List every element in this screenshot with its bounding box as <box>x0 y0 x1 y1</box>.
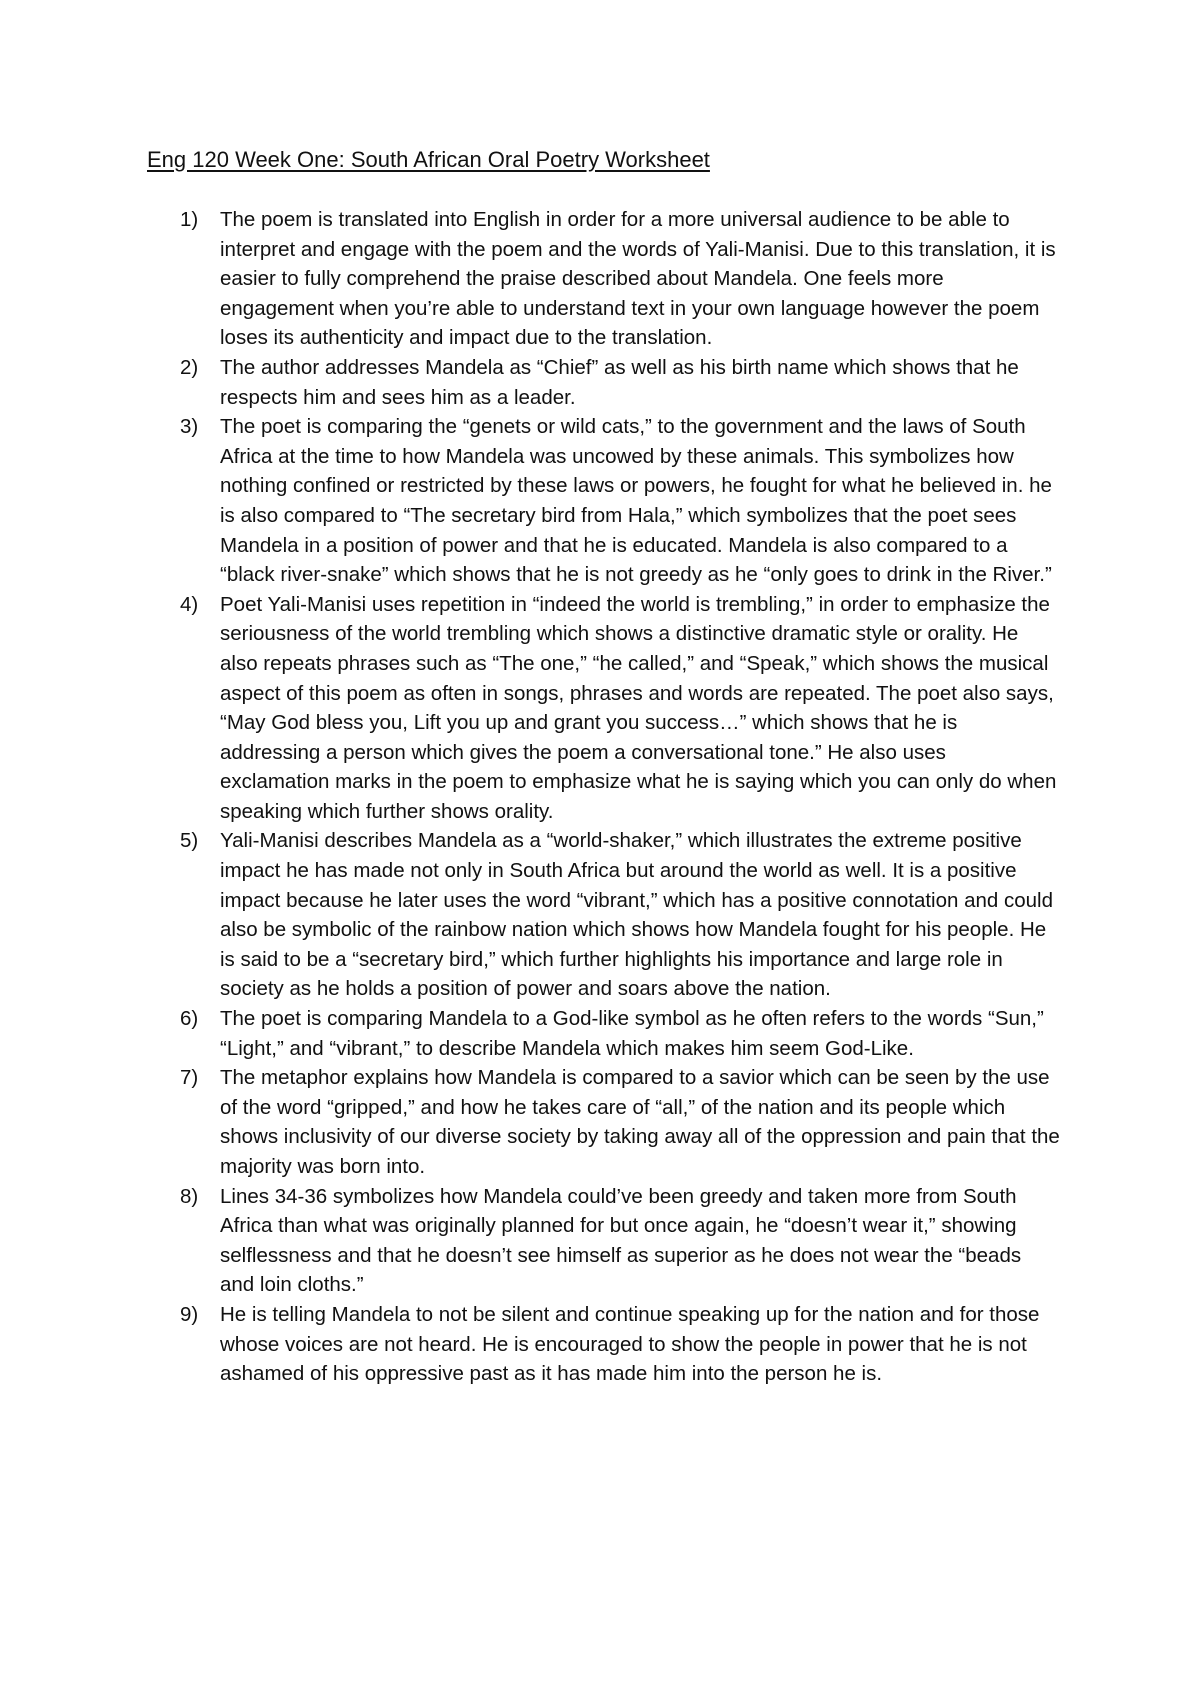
answer-text: The author addresses Mandela as “Chief” as well as his birth name which shows that he respects him and sees him as a leader. <box>220 355 1019 409</box>
answer-number: 3) <box>180 415 199 439</box>
answer-item-8 <box>180 1182 1060 1300</box>
answer-item-4 <box>180 590 1060 827</box>
answer-item-6 <box>180 1004 1060 1063</box>
answer-number: 7) <box>180 1066 199 1090</box>
answer-item-7 <box>180 1063 1060 1181</box>
answer-item-5 <box>180 826 1060 1004</box>
answer-number: 9) <box>180 1302 199 1326</box>
answer-text: Yali-Manisi describes Mandela as a “world-shaker,” which illustrates the extreme positive impact he has made not only in South Africa but around the world as well. It is a positive impact because he later uses the word “vibrant,” which has a positive connotation and could also be symbolic of the rainbow nation which shows how Mandela fought for his people. He is said to be a “secretary bird,” which further highlights his importance and large role in society as he holds a position of power and soars above the nation. <box>220 829 1054 1001</box>
answer-number: 5) <box>180 829 199 853</box>
answer-item-9 <box>180 1300 1060 1389</box>
answer-text: Poet Yali-Manisi uses repetition in “indeed the world is trembling,” in order to emphasize the seriousness of the world trembling which shows a distinctive dramatic style or orality. He also repeats phrases such as “The one,” “he called,” and “Speak,” which shows the musical aspect of this poem as often in songs, phrases and words are repeated. The poet also says, “May God bless you, Lift you up and grant you success…” which shows that he is addressing a person which gives the poem a conversational tone.” He also uses exclamation marks in the poem to emphasize what he is saying which you can only do when speaking which further shows orality. <box>220 592 1057 823</box>
answer-text: The poet is comparing the “genets or wild cats,” to the government and the laws of South Africa at the time to how Mandela was uncowed by these animals. This symbolizes how nothing confined or restricted by these laws or powers, he fought for what he believed in. he is also compared to “The secretary bird from Hala,” which symbolizes that the poet sees Mandela in a position of power and that he is educated. Mandela is also compared to a “black river-snake” which shows that he is not greedy as he “only goes to drink in the River.” <box>220 415 1052 587</box>
answer-item-3 <box>180 412 1060 590</box>
answer-item-1 <box>180 205 1060 353</box>
answer-text: The poet is comparing Mandela to a God-like symbol as he often refers to the words “Sun,” “Light,” and “vibrant,” to describe Mandela which makes him seem God-Like. <box>220 1007 1044 1060</box>
answer-number: 6) <box>180 1007 199 1031</box>
answer-text: The poem is translated into English in order for a more universal audience to be able to interpret and engage with the poem and the words of Yali-Manisi. Due to this translation, it is easier to fully comprehend the praise described about Mandela. One feels more engagement when you’re able to understand text in your own language however the poem loses its authenticity and impact due to the translation. <box>220 208 1056 350</box>
answer-number: 1) <box>180 208 199 231</box>
answer-item-2 <box>180 353 1060 412</box>
answer-text: Lines 34-36 symbolizes how Mandela could’ve been greedy and taken more from South Africa than what was originally planned for but once again, he “doesn’t wear it,” showing selflessness and that he doesn’t see himself as superior as he does not wear the “beads and loin cloths.” <box>220 1184 1022 1297</box>
answer-list <box>180 205 1060 1389</box>
worksheet-title: Eng 120 Week One: South African Oral Poetry Worksheet <box>147 147 710 172</box>
answer-text: The metaphor explains how Mandela is compared to a savior which can be seen by the use of the word “gripped,” and how he takes care of “all,” of the nation and its people which shows inclusivity of our diverse society by taking away all of the oppression and pain that the majority was born into. <box>220 1066 1060 1178</box>
answer-number: 2) <box>180 355 199 379</box>
answer-text: He is telling Mandela to not be silent and continue speaking up for the nation and for those whose voices are not heard. He is encouraged to show the people in power that he is not ashamed of his oppressive past as it has made him into the person he is. <box>220 1302 1040 1386</box>
answer-number: 8) <box>180 1184 199 1208</box>
answer-number: 4) <box>180 592 199 616</box>
